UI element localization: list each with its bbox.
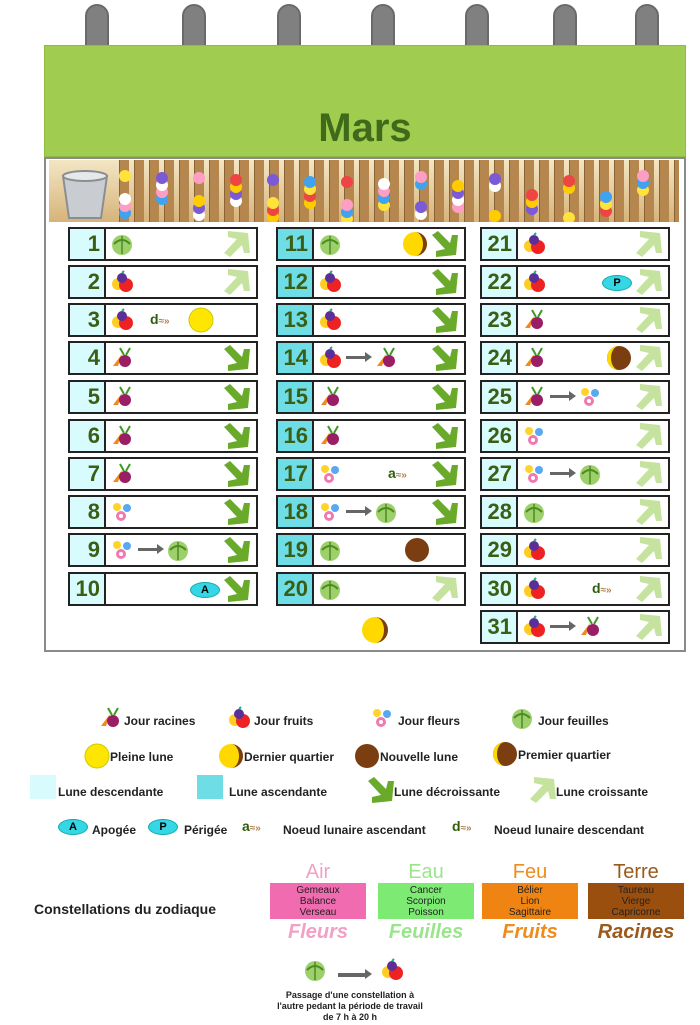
nouvelle-lune-legend-icon bbox=[354, 743, 380, 774]
day-cell bbox=[68, 533, 258, 567]
zodiac-sign: Balance bbox=[299, 896, 337, 907]
flower-decoration bbox=[415, 201, 427, 213]
node-tail-icon: ≈» bbox=[460, 823, 472, 834]
flower-decoration bbox=[563, 212, 575, 222]
zodiac-type-label: Feuilles bbox=[388, 921, 464, 943]
perigee-legend-badge: P bbox=[148, 819, 178, 835]
zodiac-title: Constellations du zodiaque bbox=[34, 901, 217, 917]
fence-plank bbox=[614, 160, 624, 222]
feuilles-legend-icon bbox=[510, 706, 534, 735]
lune-decroissante-arrow-icon bbox=[430, 307, 458, 333]
legend-asc-label: Lune ascendante bbox=[229, 785, 328, 799]
feuilles-day-icon bbox=[374, 500, 398, 524]
passage-feuilles-icon bbox=[303, 958, 327, 987]
legend-premier-label: Premier quartier bbox=[518, 748, 611, 762]
zodiac-sign: Taureau bbox=[617, 885, 655, 896]
node-tail-icon: ≈» bbox=[158, 316, 170, 327]
racines-day-icon bbox=[110, 424, 134, 448]
lune-decroissante-arrow-icon bbox=[430, 461, 458, 487]
day-cell bbox=[480, 380, 670, 414]
zodiac-type-label: Racines bbox=[597, 921, 675, 943]
legend-noeud-asc-label: Noeud lunaire ascendant bbox=[283, 823, 426, 837]
day-cell bbox=[68, 419, 258, 453]
day-number: 1 bbox=[70, 229, 106, 259]
lune-croissante-arrow-icon bbox=[634, 614, 662, 640]
day-number: 3 bbox=[70, 305, 106, 335]
fence-plank bbox=[254, 160, 264, 222]
lune-croissante-arrow-icon bbox=[222, 269, 250, 295]
flower-decoration bbox=[637, 170, 649, 182]
racines-day-icon bbox=[110, 346, 134, 370]
lune-croissante-arrow-icon bbox=[634, 231, 662, 257]
racines-day-icon bbox=[110, 385, 134, 409]
month-title: Mars bbox=[318, 106, 412, 150]
fence-plank bbox=[584, 160, 594, 222]
day-number: 26 bbox=[482, 421, 518, 451]
feuilles-day-icon bbox=[318, 232, 342, 256]
lune-decroissante-arrow-icon bbox=[222, 423, 250, 449]
flower-decoration bbox=[489, 173, 501, 185]
legend-croissante-label: Lune croissante bbox=[556, 785, 649, 799]
passage-caption: Passage d'une constellation à bbox=[285, 990, 415, 1000]
day-cell bbox=[68, 380, 258, 414]
day-number: 12 bbox=[278, 267, 314, 297]
zodiac-type-label: Fruits bbox=[502, 921, 558, 943]
garden-banner bbox=[49, 160, 679, 222]
zodiac-sign: Capricorne bbox=[611, 907, 661, 918]
day-number: 15 bbox=[278, 382, 314, 412]
flower-decoration bbox=[563, 175, 575, 187]
fruits-day-icon bbox=[522, 270, 546, 294]
day-cell bbox=[68, 572, 258, 606]
racines-day-icon bbox=[318, 424, 342, 448]
fruits-day-icon bbox=[318, 270, 342, 294]
day-cell bbox=[68, 495, 258, 529]
passage-arrow-icon bbox=[338, 973, 368, 977]
lune-croissante-arrow-icon bbox=[634, 307, 662, 333]
day-number: 19 bbox=[278, 535, 314, 565]
dernier-quartier-moon-icon bbox=[402, 231, 428, 262]
day-cell bbox=[276, 533, 466, 567]
day-number: 30 bbox=[482, 574, 518, 604]
racines-day-icon bbox=[522, 308, 546, 332]
day-number: 29 bbox=[482, 535, 518, 565]
noeud-descendant-icon bbox=[592, 580, 612, 596]
flower-decoration bbox=[341, 176, 353, 188]
fence-plank bbox=[209, 160, 219, 222]
fruits-day-icon bbox=[318, 346, 342, 370]
day-cell bbox=[276, 341, 466, 375]
bucket-icon bbox=[55, 164, 115, 220]
lune-croissante-legend-icon bbox=[528, 777, 556, 808]
dernier-quartier-moon-icon bbox=[360, 615, 390, 645]
apogee-legend-badge: A bbox=[58, 819, 88, 835]
zodiac-signs-box bbox=[378, 883, 474, 919]
zodiac-sign: Scorpion bbox=[406, 896, 446, 907]
lune-croissante-arrow-icon bbox=[634, 384, 662, 410]
racines-day-icon bbox=[578, 615, 602, 639]
day-cell bbox=[480, 227, 670, 261]
day-cell bbox=[276, 380, 466, 414]
day-cell bbox=[480, 419, 670, 453]
fleurs-day-icon bbox=[578, 385, 602, 409]
fence-plank bbox=[479, 160, 489, 222]
lune-decroissante-arrow-icon bbox=[430, 384, 458, 410]
feuilles-day-icon bbox=[318, 577, 342, 601]
day-cell bbox=[480, 533, 670, 567]
zodiac-sign: Sagittaire bbox=[508, 907, 552, 918]
transition-arrow-icon bbox=[346, 356, 368, 359]
lune-decroissante-arrow-icon bbox=[222, 461, 250, 487]
lune-decroissante-arrow-icon bbox=[222, 537, 250, 563]
day-cell bbox=[276, 303, 466, 337]
zodiac-element-name: Terre bbox=[613, 861, 659, 883]
day-number: 25 bbox=[482, 382, 518, 412]
day-number: 11 bbox=[278, 229, 314, 259]
fence-plank bbox=[329, 160, 339, 222]
flower-decoration bbox=[489, 210, 501, 222]
noeud-descendant-icon bbox=[150, 311, 170, 327]
transition-arrow-icon bbox=[550, 625, 572, 628]
feuilles-day-icon bbox=[318, 538, 342, 562]
fruits-day-icon bbox=[522, 615, 546, 639]
racines-legend-icon bbox=[98, 706, 122, 735]
flower-decoration bbox=[304, 176, 316, 188]
day-cell bbox=[480, 495, 670, 529]
day-cell bbox=[480, 341, 670, 375]
day-number: 22 bbox=[482, 267, 518, 297]
flower-decoration bbox=[230, 174, 242, 186]
lune-decroissante-arrow-icon bbox=[430, 231, 458, 257]
flower-decoration bbox=[119, 193, 131, 205]
node-tail-icon: ≈» bbox=[395, 470, 407, 481]
calendar-header bbox=[44, 45, 686, 157]
lune-decroissante-arrow-icon bbox=[222, 384, 250, 410]
day-cell bbox=[68, 457, 258, 491]
zodiac-sign: Gemeaux bbox=[296, 885, 340, 896]
day-number: 14 bbox=[278, 343, 314, 373]
zodiac-element-name: Eau bbox=[408, 861, 444, 883]
fence-plank bbox=[539, 160, 549, 222]
lune-decroissante-arrow-icon bbox=[430, 499, 458, 525]
lune-decroissante-arrow-icon bbox=[430, 423, 458, 449]
flower-decoration bbox=[526, 189, 538, 201]
nouvelle-lune-moon-icon bbox=[404, 537, 430, 568]
fruits-day-icon bbox=[522, 538, 546, 562]
zodiac-element-name: Air bbox=[305, 861, 331, 883]
day-number: 4 bbox=[70, 343, 106, 373]
fleurs-legend-icon bbox=[370, 706, 394, 735]
node-letter: d bbox=[452, 818, 461, 834]
zodiac-sign: Lion bbox=[520, 896, 540, 907]
fleurs-day-icon bbox=[522, 424, 546, 448]
fleurs-day-icon bbox=[522, 462, 546, 486]
day-cell bbox=[68, 341, 258, 375]
day-cell bbox=[276, 265, 466, 299]
premier-quartier-legend-icon bbox=[492, 741, 518, 772]
passage-caption: l'autre pedant la période de travail bbox=[277, 1001, 423, 1011]
day-cell bbox=[68, 303, 258, 337]
day-number: 18 bbox=[278, 497, 314, 527]
flower-decoration bbox=[378, 178, 390, 190]
day-cell bbox=[68, 265, 258, 299]
transition-arrow-icon bbox=[550, 395, 572, 398]
day-number: 23 bbox=[482, 305, 518, 335]
pleine-lune-moon-icon bbox=[188, 307, 214, 338]
fence-plank bbox=[389, 160, 399, 222]
lune-croissante-arrow-icon bbox=[634, 576, 662, 602]
legend-perigee-label: Périgée bbox=[184, 823, 228, 837]
day-number: 10 bbox=[70, 574, 106, 604]
legend-feuilles-label: Jour feuilles bbox=[538, 714, 609, 728]
zodiac-type-label: Fleurs bbox=[287, 921, 349, 943]
node-tail-icon: ≈» bbox=[600, 585, 612, 596]
legend-decroissante-label: Lune décroissante bbox=[394, 785, 501, 799]
day-cell bbox=[480, 457, 670, 491]
pleine-lune-legend-icon bbox=[84, 743, 110, 774]
zodiac-sign: Cancer bbox=[409, 885, 443, 896]
flower-decoration bbox=[267, 174, 279, 186]
fence-plank bbox=[404, 160, 414, 222]
fence-plank bbox=[674, 160, 679, 222]
zodiac-sign: Vierge bbox=[621, 896, 651, 907]
node-letter: a bbox=[388, 465, 396, 481]
feuilles-day-icon bbox=[578, 462, 602, 486]
fence-plank bbox=[284, 160, 294, 222]
legend-nouvelle-label: Nouvelle lune bbox=[380, 750, 459, 764]
lune-croissante-arrow-icon bbox=[634, 537, 662, 563]
lune-decroissante-arrow-icon bbox=[222, 345, 250, 371]
feuilles-day-icon bbox=[166, 538, 190, 562]
legend-pleine-label: Pleine lune bbox=[110, 750, 174, 764]
day-number: 6 bbox=[70, 421, 106, 451]
legend-desc-label: Lune descendante bbox=[58, 785, 164, 799]
fence-plank bbox=[359, 160, 369, 222]
legend-racines-label: Jour racines bbox=[124, 714, 196, 728]
lune-decroissante-legend-icon bbox=[366, 777, 394, 808]
day-number: 13 bbox=[278, 305, 314, 335]
legend-noeud-desc-label: Noeud lunaire descendant bbox=[494, 823, 645, 837]
noeud-ascendant-icon bbox=[388, 465, 407, 481]
zodiac-sign: Bélier bbox=[517, 885, 543, 896]
day-number: 28 bbox=[482, 497, 518, 527]
day-number: 20 bbox=[278, 574, 314, 604]
day-number: 31 bbox=[482, 612, 518, 642]
fruits-day-icon bbox=[522, 577, 546, 601]
fence-plank bbox=[179, 160, 189, 222]
lune-croissante-arrow-icon bbox=[634, 499, 662, 525]
day-cell bbox=[276, 457, 466, 491]
racines-day-icon bbox=[318, 385, 342, 409]
flower-decoration bbox=[452, 180, 464, 192]
zodiac-sign: Poisson bbox=[408, 907, 444, 918]
lune-ascendante-swatch bbox=[197, 775, 223, 799]
lune-croissante-arrow-icon bbox=[222, 231, 250, 257]
flower-decoration bbox=[600, 191, 612, 203]
day-cell bbox=[276, 227, 466, 261]
lune-decroissante-arrow-icon bbox=[222, 499, 250, 525]
transition-arrow-icon bbox=[346, 510, 368, 513]
legend-fruits-label: Jour fruits bbox=[254, 714, 314, 728]
transition-arrow-icon bbox=[138, 548, 160, 551]
fence-plank bbox=[554, 160, 564, 222]
racines-day-icon bbox=[110, 462, 134, 486]
passage-fruits-icon bbox=[380, 958, 404, 987]
feuilles-day-icon bbox=[110, 232, 134, 256]
lune-croissante-arrow-icon bbox=[634, 461, 662, 487]
flower-decoration bbox=[193, 172, 205, 184]
zodiac-sign: Verseau bbox=[299, 907, 337, 918]
fence-plank bbox=[464, 160, 474, 222]
racines-day-icon bbox=[522, 346, 546, 370]
perigee-badge: P bbox=[602, 275, 632, 291]
noeud-descendant-legend-icon bbox=[452, 818, 472, 834]
day-cell bbox=[68, 227, 258, 261]
lune-croissante-arrow-icon bbox=[430, 576, 458, 602]
racines-day-icon bbox=[522, 385, 546, 409]
fruits-day-icon bbox=[110, 270, 134, 294]
flower-decoration bbox=[341, 199, 353, 211]
flower-decoration bbox=[267, 197, 279, 209]
fruits-legend-icon bbox=[227, 706, 251, 735]
node-letter: d bbox=[592, 580, 601, 596]
day-number: 2 bbox=[70, 267, 106, 297]
day-cell bbox=[480, 265, 670, 299]
fleurs-day-icon bbox=[110, 538, 134, 562]
flower-decoration bbox=[193, 195, 205, 207]
day-number: 24 bbox=[482, 343, 518, 373]
day-cell bbox=[276, 419, 466, 453]
node-letter: d bbox=[150, 311, 159, 327]
lune-descendante-swatch bbox=[30, 775, 56, 799]
day-number: 17 bbox=[278, 459, 314, 489]
fence-plank bbox=[509, 160, 519, 222]
legend-fleurs-label: Jour fleurs bbox=[398, 714, 461, 728]
apogee-badge: A bbox=[190, 582, 220, 598]
flower-decoration bbox=[119, 170, 131, 182]
day-cell bbox=[480, 610, 670, 644]
premier-quartier-moon-icon bbox=[606, 345, 632, 376]
flower-decoration bbox=[415, 171, 427, 183]
zodiac-signs-box bbox=[270, 883, 366, 919]
lune-croissante-arrow-icon bbox=[634, 423, 662, 449]
node-tail-icon: ≈» bbox=[249, 823, 261, 834]
day-cell bbox=[276, 572, 466, 606]
dernier-quartier-legend-icon bbox=[218, 743, 244, 774]
day-cell bbox=[480, 303, 670, 337]
node-letter: a bbox=[242, 818, 250, 834]
lune-croissante-arrow-icon bbox=[634, 345, 662, 371]
fleurs-day-icon bbox=[318, 462, 342, 486]
day-number: 27 bbox=[482, 459, 518, 489]
noeud-ascendant-legend-icon bbox=[242, 818, 261, 834]
lune-decroissante-arrow-icon bbox=[222, 576, 250, 602]
lune-decroissante-arrow-icon bbox=[430, 345, 458, 371]
fence-plank bbox=[134, 160, 144, 222]
day-number: 21 bbox=[482, 229, 518, 259]
fruits-day-icon bbox=[110, 308, 134, 332]
fleurs-day-icon bbox=[318, 500, 342, 524]
day-number: 7 bbox=[70, 459, 106, 489]
fruits-day-icon bbox=[318, 308, 342, 332]
transition-arrow-icon bbox=[550, 472, 572, 475]
fruits-day-icon bbox=[522, 232, 546, 256]
fleurs-day-icon bbox=[110, 500, 134, 524]
day-cell bbox=[276, 495, 466, 529]
day-number: 5 bbox=[70, 382, 106, 412]
zodiac-signs-box bbox=[482, 883, 578, 919]
day-cell bbox=[480, 572, 670, 606]
zodiac-signs-box bbox=[588, 883, 684, 919]
legend-dernier-label: Dernier quartier bbox=[244, 750, 335, 764]
day-number: 9 bbox=[70, 535, 106, 565]
lune-croissante-arrow-icon bbox=[634, 269, 662, 295]
fence-plank bbox=[659, 160, 669, 222]
day-number: 8 bbox=[70, 497, 106, 527]
zodiac-element-name: Feu bbox=[512, 861, 548, 883]
flower-decoration bbox=[156, 172, 168, 184]
lune-decroissante-arrow-icon bbox=[430, 269, 458, 295]
feuilles-day-icon bbox=[522, 500, 546, 524]
fence-plank bbox=[434, 160, 444, 222]
day-number: 16 bbox=[278, 421, 314, 451]
legend-apogee-label: Apogée bbox=[92, 823, 137, 837]
racines-day-icon bbox=[374, 346, 398, 370]
passage-caption: de 7 h à 20 h bbox=[322, 1012, 378, 1022]
